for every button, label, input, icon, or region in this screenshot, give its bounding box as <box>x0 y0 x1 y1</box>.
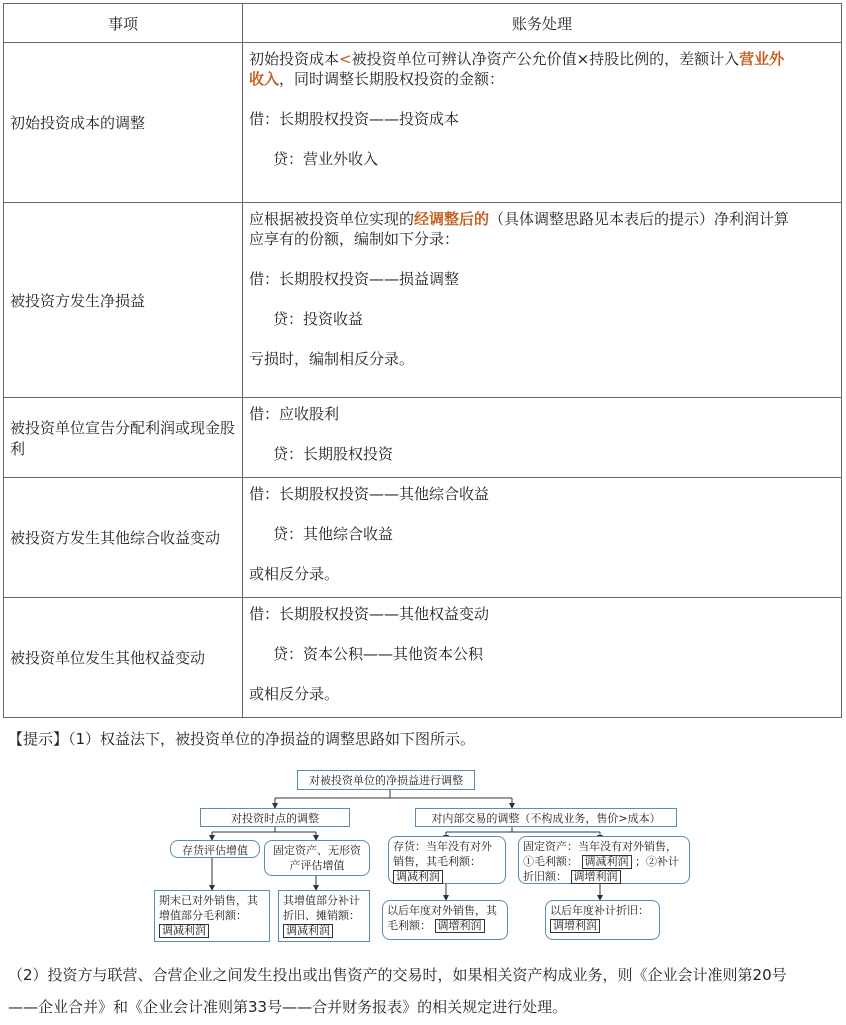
text-span: 借：长期股权投资——投资成本 <box>249 110 460 128</box>
text-span: 贷：投资收益 <box>273 310 364 328</box>
text-span: （具体调整思路见本表后的提示）净利润计算 <box>489 210 790 228</box>
header-item: 事项 <box>4 4 243 43</box>
text-span: 被投资单位可辨认净资产公允价值×持股比例的，差额计入 <box>351 50 740 68</box>
diagram-node-sold-inventory <box>154 890 270 942</box>
text-span: 贷：营业外收入 <box>273 150 379 168</box>
diagram-text: 存货：当年没有对外销售，其毛利额： <box>393 840 492 868</box>
text-span: 借：应收股利 <box>249 405 340 423</box>
diagram-text: 固定资产：当年没有对外销售， <box>523 840 677 853</box>
text-span: 亏损时，编制相反分录。 <box>249 350 415 368</box>
row-item: 被投资方发生净损益 <box>4 203 243 398</box>
diagram-tag-decrease: 调减利润 <box>159 924 209 938</box>
header-treatment: 账务处理 <box>243 4 842 43</box>
diagram-tag-increase: 调增利润 <box>435 919 485 933</box>
hint-note-1: 【提示】（1）权益法下，被投资单位的净损益的调整思路如下图所示。 <box>8 730 476 748</box>
diagram-tag-increase: 调增利润 <box>571 870 621 884</box>
diagram-node-fixed-asset-appreciation: 固定资产、无形资产评估增值 <box>264 840 370 876</box>
diagram-tag-decrease: 调减利润 <box>582 855 632 869</box>
text-span: 贷：长期股权投资 <box>273 445 394 463</box>
highlight-text: 经调整后的 <box>414 210 490 228</box>
diagram-tag-increase: 调增利润 <box>550 919 600 933</box>
row-item: 被投资单位宣告分配利润或现金股利 <box>4 398 243 478</box>
hint-note-2-line-1: （2）投资方与联营、合营企业之间发生投出或出售资产的交易时，如果相关资产构成业务，则《企业会计准则第20号 <box>8 966 787 984</box>
text-span: 贷：其他综合收益 <box>273 525 394 543</box>
diagram-text: 期末已对外销售，其增值部分毛利额： <box>159 894 258 922</box>
diagram-node-internal-trade: 对内部交易的调整（不构成业务，售价>成本） <box>415 808 677 827</box>
diagram-node-later-sale <box>382 900 508 940</box>
text-span: 或相反分录。 <box>249 685 340 703</box>
diagram-node-later-depreciation <box>545 900 660 940</box>
diagram-node-inventory-appreciation: 存货评估增值 <box>170 840 260 858</box>
diagram-text: 其增值部分补计折旧、摊销额： <box>283 894 360 922</box>
diagram-tag-decrease: 调减利润 <box>393 870 443 884</box>
text-span: 应根据被投资单位实现的 <box>249 210 415 228</box>
text-span: 应享有的份额，编制如下分录： <box>249 230 460 248</box>
diagram-node-extra-depreciation <box>278 890 370 942</box>
row-item: 初始投资成本的调整 <box>4 43 243 203</box>
text-span: 或相反分录。 <box>249 565 340 583</box>
highlight-text: 收入 <box>249 70 280 88</box>
diagram-text: ①毛利额： <box>523 855 578 868</box>
highlight-text: 营业外 <box>739 50 785 68</box>
text-span: < <box>339 50 352 68</box>
diagram-node-fixed-asset-unsold <box>518 836 690 884</box>
diagram-text: ；②补计折旧额： <box>523 855 679 883</box>
text-span: 借：长期股权投资——其他权益变动 <box>249 605 490 623</box>
diagram-text: 以后年度对外销售，其毛利额： <box>387 904 497 932</box>
hint-note-2-line-2: ——企业合并》和《企业会计准则第33号——合并财务报表》的相关规定进行处理。 <box>8 998 568 1016</box>
text-span: 借：长期股权投资——其他综合收益 <box>249 485 490 503</box>
text-span: 贷：资本公积——其他资本公积 <box>273 645 484 663</box>
row-item: 被投资单位发生其他权益变动 <box>4 598 243 718</box>
text-span: 初始投资成本 <box>249 50 340 68</box>
diagram-node-inventory-unsold <box>388 836 506 884</box>
text-span: 借：长期股权投资——损益调整 <box>249 270 460 288</box>
text-span: ，同时调整长期股权投资的金额： <box>279 70 505 88</box>
diagram-node-investment-time: 对投资时点的调整 <box>200 808 350 827</box>
diagram-root: 对被投资单位的净损益进行调整 <box>297 770 475 790</box>
diagram-tag-decrease: 调减利润 <box>283 924 333 938</box>
diagram-text: 以后年度补计折旧： <box>550 904 649 917</box>
row-item: 被投资方发生其他综合收益变动 <box>4 478 243 598</box>
